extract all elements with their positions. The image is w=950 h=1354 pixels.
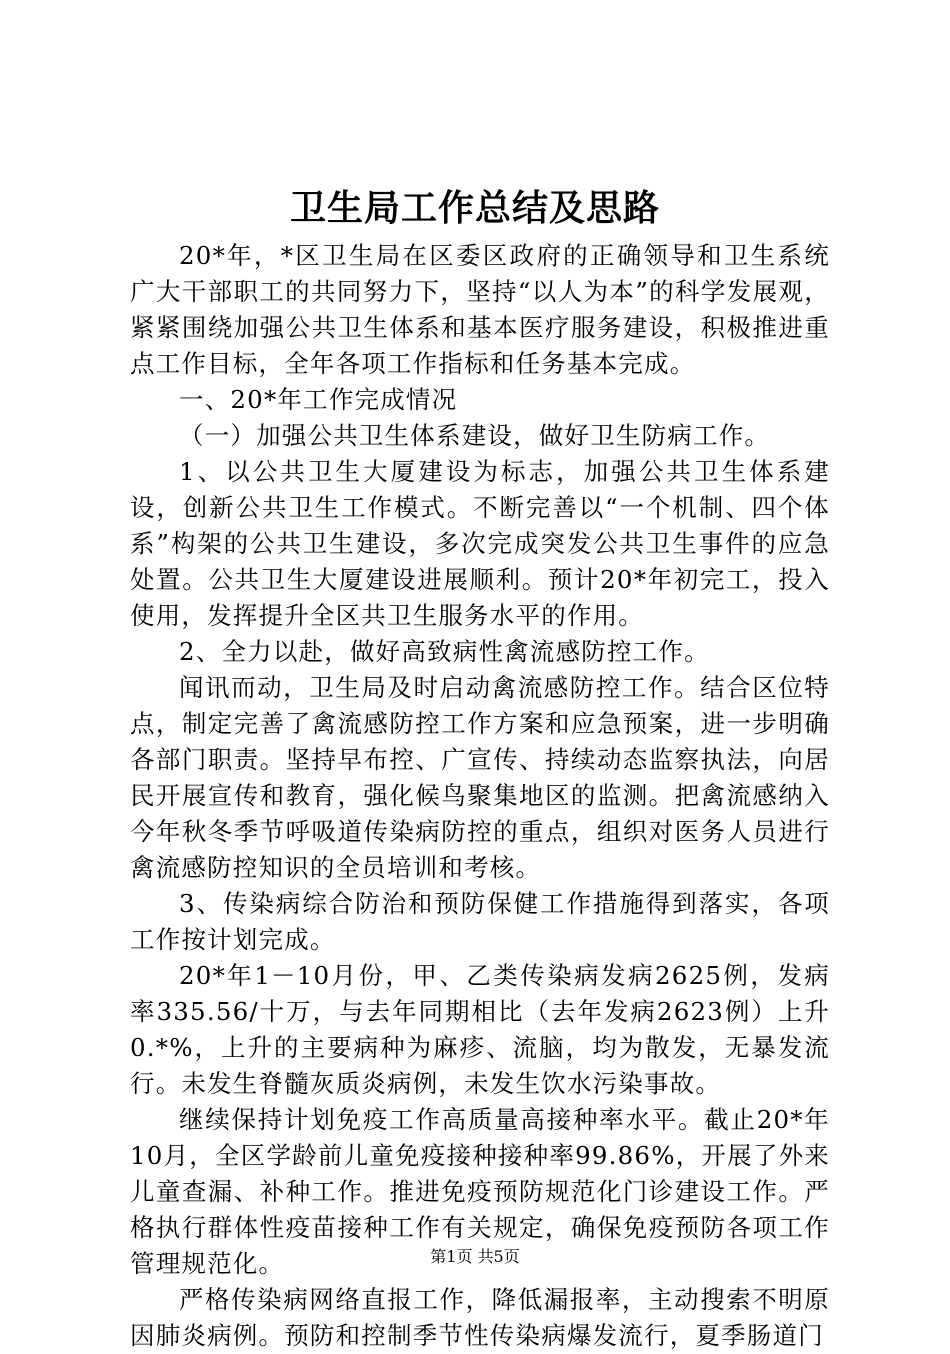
paragraph-statistics: 20*年1－10月份，甲、乙类传染病发病2625例，发病率335.56/十万，与去年同期相比（去年发病2623例）上升0.*%，上升的主要病种为麻疹、流脑，均为散发，无暴发流行。未发生脊髓灰质炎病例，未发生饮水污染事故。 [130,961,830,1098]
page-footer: 第1页 共5页 [430,1247,520,1266]
paragraph-reporting: 严格传染病网络直报工作，降低漏报率，主动搜索不明原因肺炎病例。预防和控制季节性传染病爆发流行，夏季肠道门 [130,1285,830,1350]
section-heading-1: 一、20*年工作完成情况 [179,385,458,414]
paragraph-intro: 20*年，*区卫生局在区委区政府的正确领导和卫生系统广大干部职工的共同努力下，坚持“以人为本”的科学发展观，紧紧围绕加强公共卫生体系和基本医疗服务建设，积极推进重点工作目标，全年各项工作指标和任务基本完成。 [130,241,830,378]
document-title: 卫生局工作总结及思路 [289,187,660,229]
subsection-heading-1: （一）加强公共卫生体系建设，做好卫生防病工作。 [179,421,771,450]
paragraph-immunization: 继续保持计划免疫工作高质量高接种率水平。截止20*年10月，全区学龄前儿童免疫接种接种率99.86%，开展了外来儿童查漏、补种工作。推进免疫预防规范化门诊建设工作。严格执行群体性疫苗接种工作有关规定，确保免疫预防各项工作管理规范化。 [130,1105,830,1278]
paragraph-item-2: 2、全力以赴，做好高致病性禽流感防控工作。 [179,637,710,666]
paragraph-item-3: 3、传染病综合防治和预防保健工作措施得到落实，各项工作按计划完成。 [130,889,830,954]
paragraph-bird-flu: 闻讯而动，卫生局及时启动禽流感防控工作。结合区位特点，制定完善了禽流感防控工作方案和应急预案，进一步明确各部门职责。坚持早布控、广宣传、持续动态监察执法，向居民开展宣传和教育，强化候鸟聚集地区的监测。把禽流感纳入今年秋冬季节呼吸道传染病防控的重点，组织对医务人员进行禽流感防控知识的全员培训和考核。 [130,673,830,882]
document-body [130,238,830,1354]
paragraph-item-1: 1、以公共卫生大厦建设为标志，加强公共卫生体系建设，创新公共卫生工作模式。不断完善以“一个机制、四个体系”构架的公共卫生建设，多次完成突发公共卫生事件的应急处置。公共卫生大厦建设进展顺利。预计20*年初完工，投入使用，发挥提升全区共卫生服务水平的作用。 [130,457,830,630]
